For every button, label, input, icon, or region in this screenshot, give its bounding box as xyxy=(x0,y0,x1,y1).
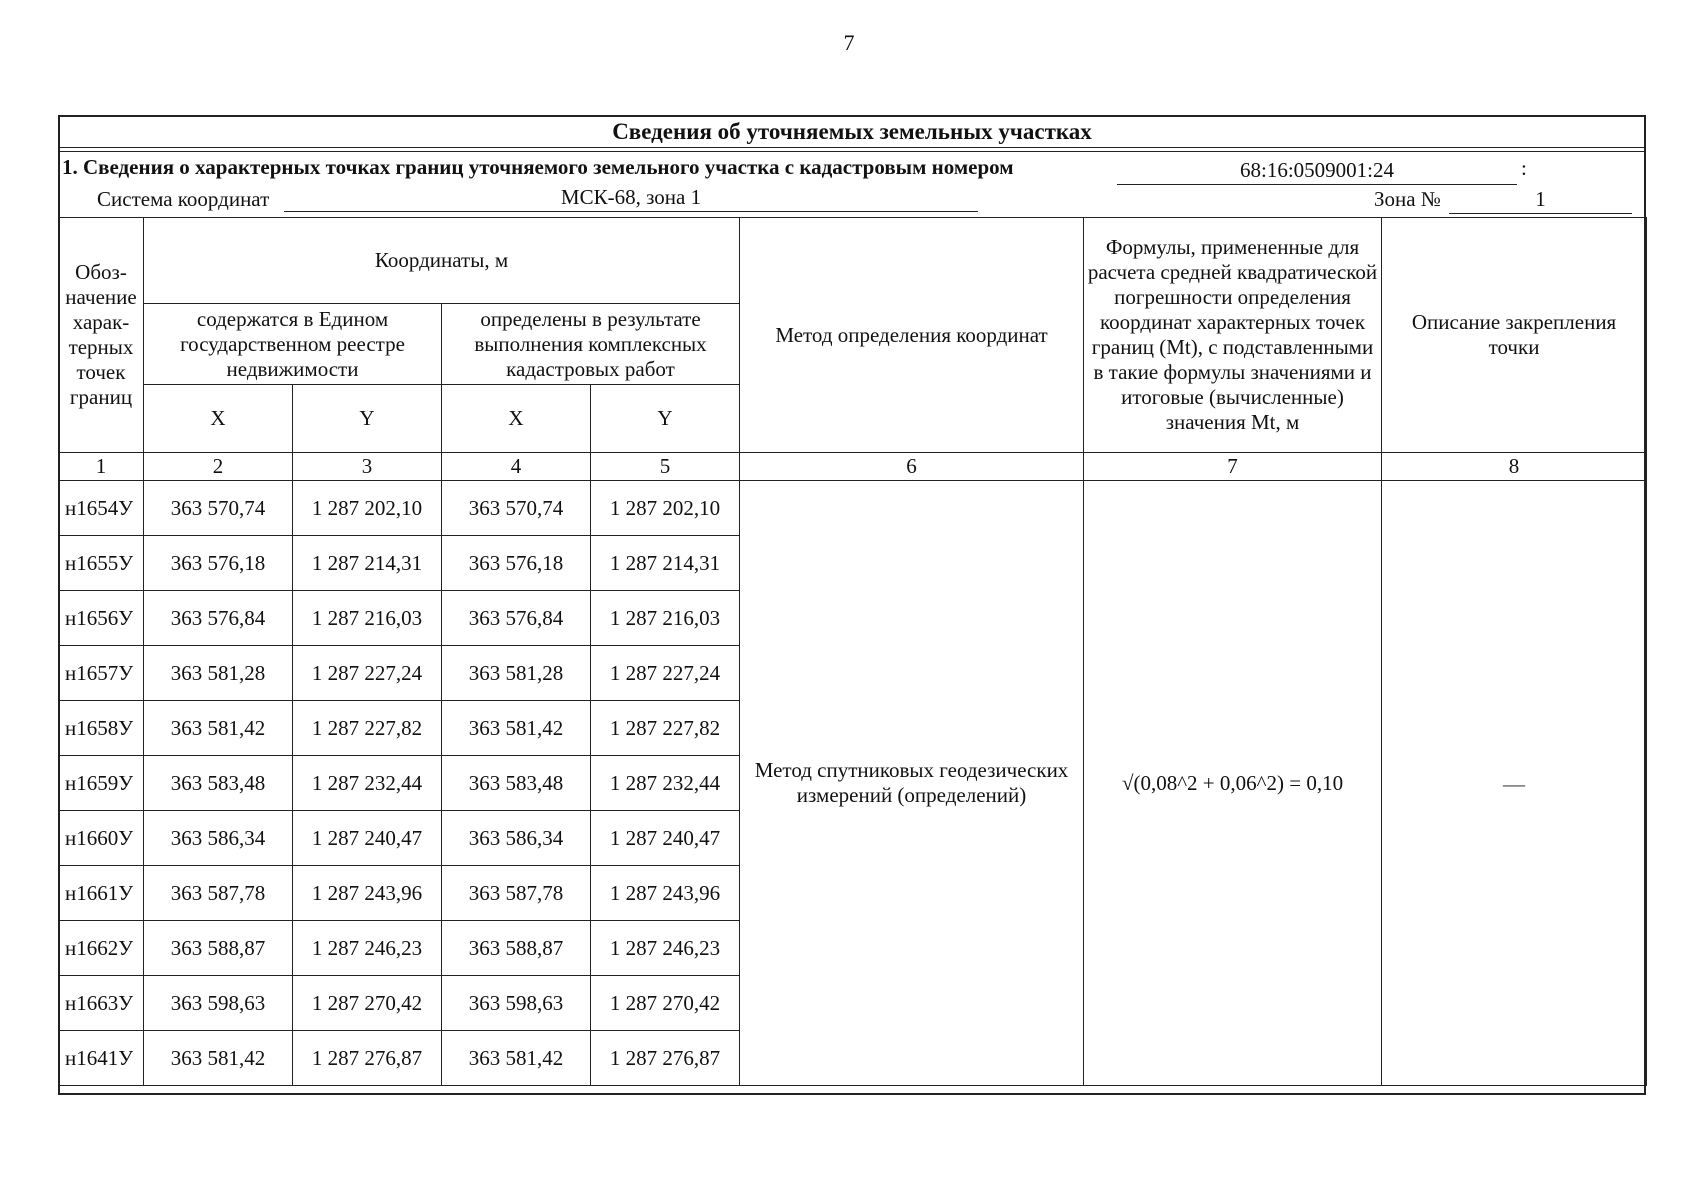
header-x-kkr: X xyxy=(442,385,591,453)
point-designation-cell: н1658У xyxy=(59,701,144,756)
point-designation-cell: н1657У xyxy=(59,646,144,701)
column-number: 6 xyxy=(740,453,1084,481)
x-kkr-cell: 363 576,18 xyxy=(442,536,591,591)
point-designation-cell: н1661У xyxy=(59,866,144,921)
header-kkr: определены в результате выполнения комплексных кадастровых работ xyxy=(442,304,740,385)
coord-system-value: МСК-68, зона 1 xyxy=(284,183,978,212)
y-kkr-cell: 1 287 270,42 xyxy=(591,976,740,1031)
point-designation-cell: н1663У xyxy=(59,976,144,1031)
x-egrn-cell: 363 581,28 xyxy=(144,646,293,701)
column-number: 1 xyxy=(59,453,144,481)
header-y-egrn: Y xyxy=(293,385,442,453)
y-egrn-cell: 1 287 202,10 xyxy=(293,481,442,536)
y-kkr-cell: 1 287 227,24 xyxy=(591,646,740,701)
y-kkr-cell: 1 287 227,82 xyxy=(591,701,740,756)
boundary-points-table xyxy=(58,217,1647,1086)
y-egrn-cell: 1 287 232,44 xyxy=(293,756,442,811)
x-egrn-cell: 363 581,42 xyxy=(144,701,293,756)
column-number: 7 xyxy=(1084,453,1382,481)
x-kkr-cell: 363 587,78 xyxy=(442,866,591,921)
page-number: 7 xyxy=(843,30,855,55)
x-egrn-cell: 363 583,48 xyxy=(144,756,293,811)
y-egrn-cell: 1 287 214,31 xyxy=(293,536,442,591)
x-kkr-cell: 363 581,42 xyxy=(442,701,591,756)
y-egrn-cell: 1 287 227,24 xyxy=(293,646,442,701)
x-kkr-cell: 363 570,74 xyxy=(442,481,591,536)
point-designation-cell: н1641У xyxy=(59,1031,144,1086)
x-egrn-cell: 363 581,42 xyxy=(144,1031,293,1086)
coord-system-label: Система координат xyxy=(97,187,270,211)
header-y-kkr: Y xyxy=(591,385,740,453)
formula-cell: √(0,08^2 + 0,06^2) = 0,10 xyxy=(1084,481,1382,1086)
document-title: Сведения об уточняемых земельных участках xyxy=(58,115,1646,148)
x-egrn-cell: 363 588,87 xyxy=(144,921,293,976)
method-cell: Метод спутниковых геодезических измерений (определений) xyxy=(740,481,1084,1086)
cadastral-number: 68:16:0509001:24 xyxy=(1117,156,1517,185)
x-egrn-cell: 363 598,63 xyxy=(144,976,293,1031)
zone-value: 1 xyxy=(1449,185,1632,214)
column-number: 3 xyxy=(293,453,442,481)
section-heading: 1. Сведения о характерных точках границ уточняемого земельного участка с кадастровым номером xyxy=(62,155,1014,179)
x-kkr-cell: 363 581,42 xyxy=(442,1031,591,1086)
table-row xyxy=(59,481,1647,536)
title-divider xyxy=(58,151,1646,152)
y-egrn-cell: 1 287 227,82 xyxy=(293,701,442,756)
y-egrn-cell: 1 287 246,23 xyxy=(293,921,442,976)
y-egrn-cell: 1 287 243,96 xyxy=(293,866,442,921)
x-egrn-cell: 363 576,84 xyxy=(144,591,293,646)
header-point-designation: Обоз-начение харак-терных точек границ xyxy=(59,218,144,453)
column-number: 2 xyxy=(144,453,293,481)
y-egrn-cell: 1 287 276,87 xyxy=(293,1031,442,1086)
y-egrn-cell: 1 287 270,42 xyxy=(293,976,442,1031)
point-designation-cell: н1660У xyxy=(59,811,144,866)
x-kkr-cell: 363 576,84 xyxy=(442,591,591,646)
y-kkr-cell: 1 287 240,47 xyxy=(591,811,740,866)
point-designation-cell: н1659У xyxy=(59,756,144,811)
x-egrn-cell: 363 570,74 xyxy=(144,481,293,536)
header-x-egrn: X xyxy=(144,385,293,453)
point-designation-cell: н1656У xyxy=(59,591,144,646)
column-number: 8 xyxy=(1382,453,1647,481)
x-kkr-cell: 363 581,28 xyxy=(442,646,591,701)
header-row-1 xyxy=(59,218,1647,304)
point-designation-cell: н1655У xyxy=(59,536,144,591)
header-method: Метод определения координат xyxy=(740,218,1084,453)
header-description: Описание закрепления точки xyxy=(1382,218,1647,453)
zone-label: Зона № xyxy=(1374,187,1441,211)
x-egrn-cell: 363 586,34 xyxy=(144,811,293,866)
x-egrn-cell: 363 576,18 xyxy=(144,536,293,591)
point-designation-cell: н1662У xyxy=(59,921,144,976)
x-egrn-cell: 363 587,78 xyxy=(144,866,293,921)
y-kkr-cell: 1 287 243,96 xyxy=(591,866,740,921)
x-kkr-cell: 363 583,48 xyxy=(442,756,591,811)
y-kkr-cell: 1 287 214,31 xyxy=(591,536,740,591)
column-number: 5 xyxy=(591,453,740,481)
header-egrn: содержатся в Едином государственном реестре недвижимости xyxy=(144,304,442,385)
y-kkr-cell: 1 287 246,23 xyxy=(591,921,740,976)
header-coordinates: Координаты, м xyxy=(144,218,740,304)
header-formula: Формулы, примененные для расчета средней квадратической погрешности определения координат характерных точек границ (Mt), с подставленными в такие формулы значениями и итоговые (вычисленные) значения Mt, м xyxy=(1084,218,1382,453)
description-cell: — xyxy=(1382,481,1647,1086)
x-kkr-cell: 363 586,34 xyxy=(442,811,591,866)
x-kkr-cell: 363 588,87 xyxy=(442,921,591,976)
cadastral-colon: : xyxy=(1521,156,1527,180)
y-egrn-cell: 1 287 216,03 xyxy=(293,591,442,646)
y-kkr-cell: 1 287 216,03 xyxy=(591,591,740,646)
y-kkr-cell: 1 287 202,10 xyxy=(591,481,740,536)
y-kkr-cell: 1 287 232,44 xyxy=(591,756,740,811)
point-designation-cell: н1654У xyxy=(59,481,144,536)
x-kkr-cell: 363 598,63 xyxy=(442,976,591,1031)
column-number: 4 xyxy=(442,453,591,481)
column-numbers-row xyxy=(59,453,1647,481)
y-egrn-cell: 1 287 240,47 xyxy=(293,811,442,866)
y-kkr-cell: 1 287 276,87 xyxy=(591,1031,740,1086)
